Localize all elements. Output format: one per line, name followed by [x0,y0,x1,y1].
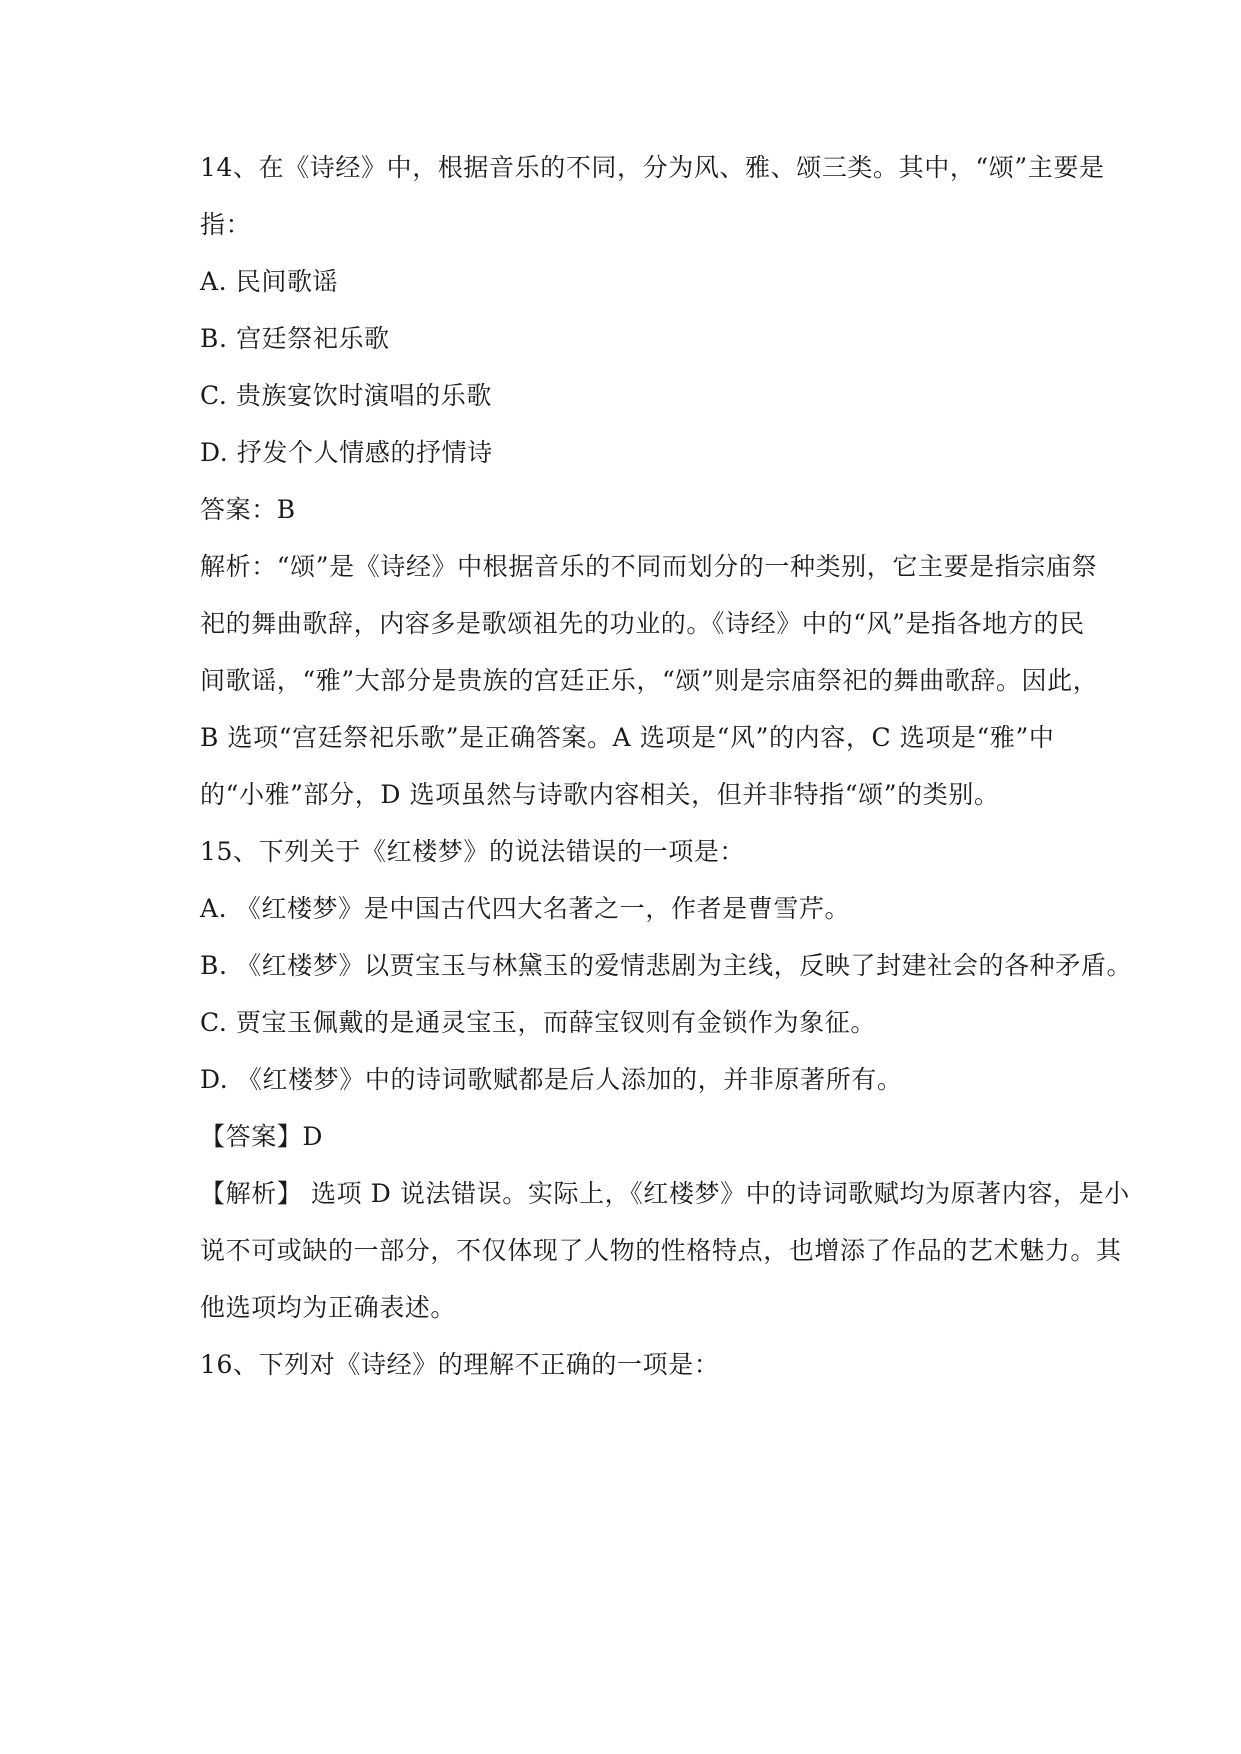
question-14-analysis-line: 解析：“颂”是《诗经》中根据音乐的不同而划分的一种类别，它主要是指宗庙祭 [200,552,1098,581]
question-16-stem: 16、下列对《诗经》的理解不正确的一项是： [200,1350,720,1379]
question-14-stem: 14、在《诗经》中，根据音乐的不同，分为风、雅、颂三类。其中，“颂”主要是 [200,153,1105,182]
question-15-analysis-line: 他选项均为正确表述。 [200,1293,457,1322]
question-14-stem-cont: 指： [200,210,252,239]
question-15-option-d: D. 《红楼梦》中的诗词歌赋都是后人添加的，并非原著所有。 [200,1065,903,1094]
question-15-option-a: A. 《红楼梦》是中国古代四大名著之一，作者是曹雪芹。 [200,894,851,923]
question-14-analysis-line: 祀的舞曲歌辞，内容多是歌颂祖先的功业的。《诗经》中的“风”是指各地方的民 [200,609,1085,638]
question-14-option-d: D. 抒发个人情感的抒情诗 [200,438,493,467]
question-15-answer: 【答案】D [200,1122,324,1151]
question-14-answer: 答案：B [200,495,296,524]
question-14-option-c: C. 贵族宴饮时演唱的乐歌 [200,381,492,410]
question-15-analysis-line: 【解析】 选项 D 说法错误。实际上，《红楼梦》中的诗词歌赋均为原著内容，是小 [200,1179,1130,1208]
question-15-option-c: C. 贾宝玉佩戴的是通灵宝玉，而薛宝钗则有金锁作为象征。 [200,1008,876,1037]
question-15-analysis-line: 说不可或缺的一部分，不仅体现了人物的性格特点，也增添了作品的艺术魅力。其 [200,1236,1122,1265]
question-14-option-b: B. 宫廷祭祀乐歌 [200,324,390,353]
question-14-analysis-line: B 选项“宫廷祭祀乐歌”是正确答案。A 选项是“风”的内容，C 选项是“雅”中 [200,723,1055,752]
question-14-analysis-line: 间歌谣，“雅”大部分是贵族的宫廷正乐，“颂”则是宗庙祭祀的舞曲歌辞。因此， [200,666,1099,695]
question-14-analysis-line: 的“小雅”部分，D 选项虽然与诗歌内容相关，但并非特指“颂”的类别。 [200,780,1000,809]
question-14-option-a: A. 民间歌谣 [200,267,339,296]
question-15-option-b: B. 《红楼梦》以贾宝玉与林黛玉的爱情悲剧为主线，反映了封建社会的各种矛盾。 [200,951,1133,980]
question-15-stem: 15、下列关于《红楼梦》的说法错误的一项是： [200,837,746,866]
